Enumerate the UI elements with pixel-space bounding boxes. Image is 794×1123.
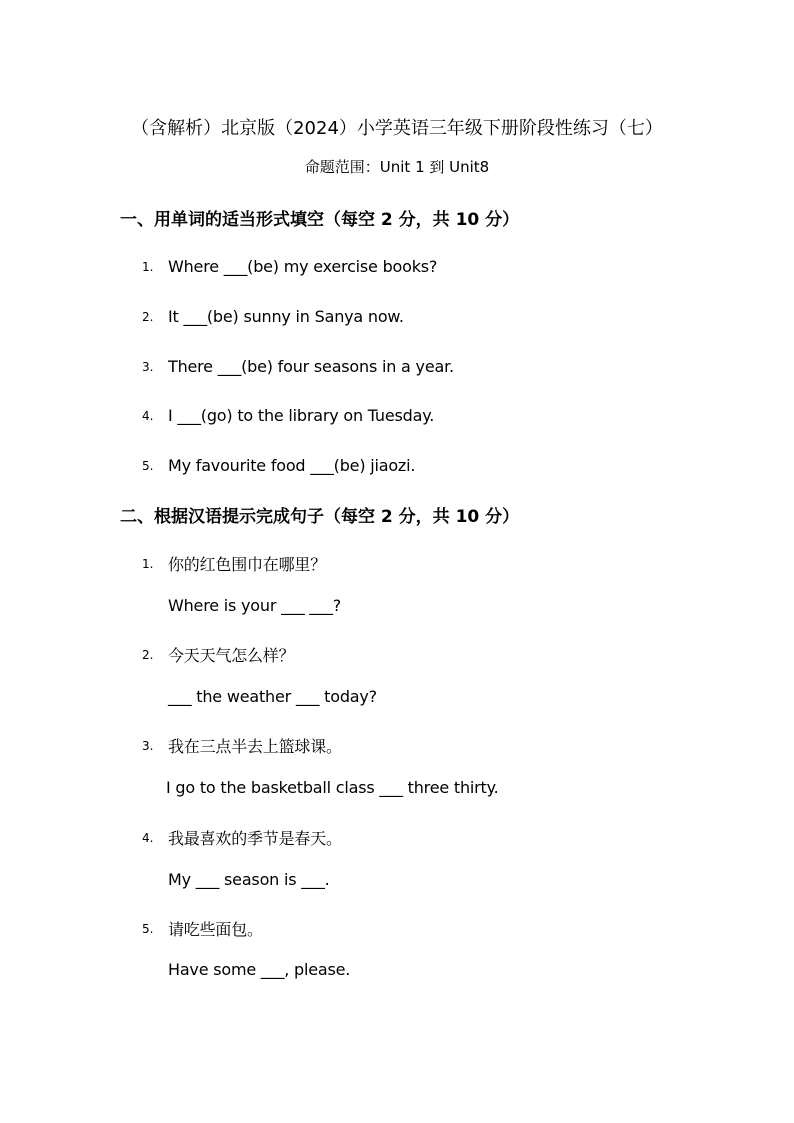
section-1-question	[142, 306, 742, 326]
english-sentence: I go to the basketball class ___ three thirty.	[166, 778, 499, 797]
english-sentence: My ___ season is ___.	[168, 870, 330, 889]
question-number: 3.	[142, 359, 154, 374]
question-number: 5.	[142, 921, 154, 936]
question-number: 5.	[142, 458, 154, 473]
english-sentence: ___ the weather ___ today?	[168, 687, 377, 706]
section-2-heading: 二、根据汉语提示完成句子（每空 2 分，共 10 分）	[120, 507, 520, 527]
question-number: 4.	[142, 408, 154, 423]
section-2-prompt	[142, 734, 742, 757]
chinese-prompt: 请吃些面包。	[168, 920, 263, 939]
section-1-question	[142, 455, 742, 475]
question-number: 2.	[142, 309, 154, 324]
section-1-question	[142, 256, 742, 276]
section-2-prompt	[142, 552, 742, 575]
question-text: I ___(go) to the library on Tuesday.	[168, 406, 435, 425]
section-1-question	[142, 405, 742, 425]
document-title: （含解析）北京版（2024）小学英语三年级下册阶段性练习（七）	[131, 118, 663, 139]
question-number: 1.	[142, 556, 154, 571]
question-text: It ___(be) sunny in Sanya now.	[168, 307, 404, 326]
english-sentence: Have some ___, please.	[168, 960, 351, 979]
question-text: There ___(be) four seasons in a year.	[168, 357, 454, 376]
document-subtitle: 命题范围：Unit 1 到 Unit8	[304, 158, 490, 176]
question-text: Where ___(be) my exercise books?	[168, 257, 438, 276]
english-sentence: Where is your ___ ___?	[168, 596, 342, 615]
question-number: 3.	[142, 738, 154, 753]
question-number: 1.	[142, 259, 154, 274]
question-number: 2.	[142, 647, 154, 662]
question-number: 4.	[142, 830, 154, 845]
question-text: My favourite food ___(be) jiaozi.	[168, 456, 416, 475]
chinese-prompt: 今天天气怎么样？	[168, 646, 295, 665]
section-2-prompt	[142, 826, 742, 849]
chinese-prompt: 你的红色围巾在哪里？	[168, 555, 327, 574]
section-1-heading: 一、用单词的适当形式填空（每空 2 分，共 10 分）	[120, 210, 520, 230]
chinese-prompt: 我在三点半去上篮球课。	[168, 737, 342, 756]
section-2-prompt	[142, 643, 742, 666]
section-2-prompt	[142, 917, 742, 940]
section-1-question	[142, 356, 742, 376]
chinese-prompt: 我最喜欢的季节是春天。	[168, 829, 342, 848]
